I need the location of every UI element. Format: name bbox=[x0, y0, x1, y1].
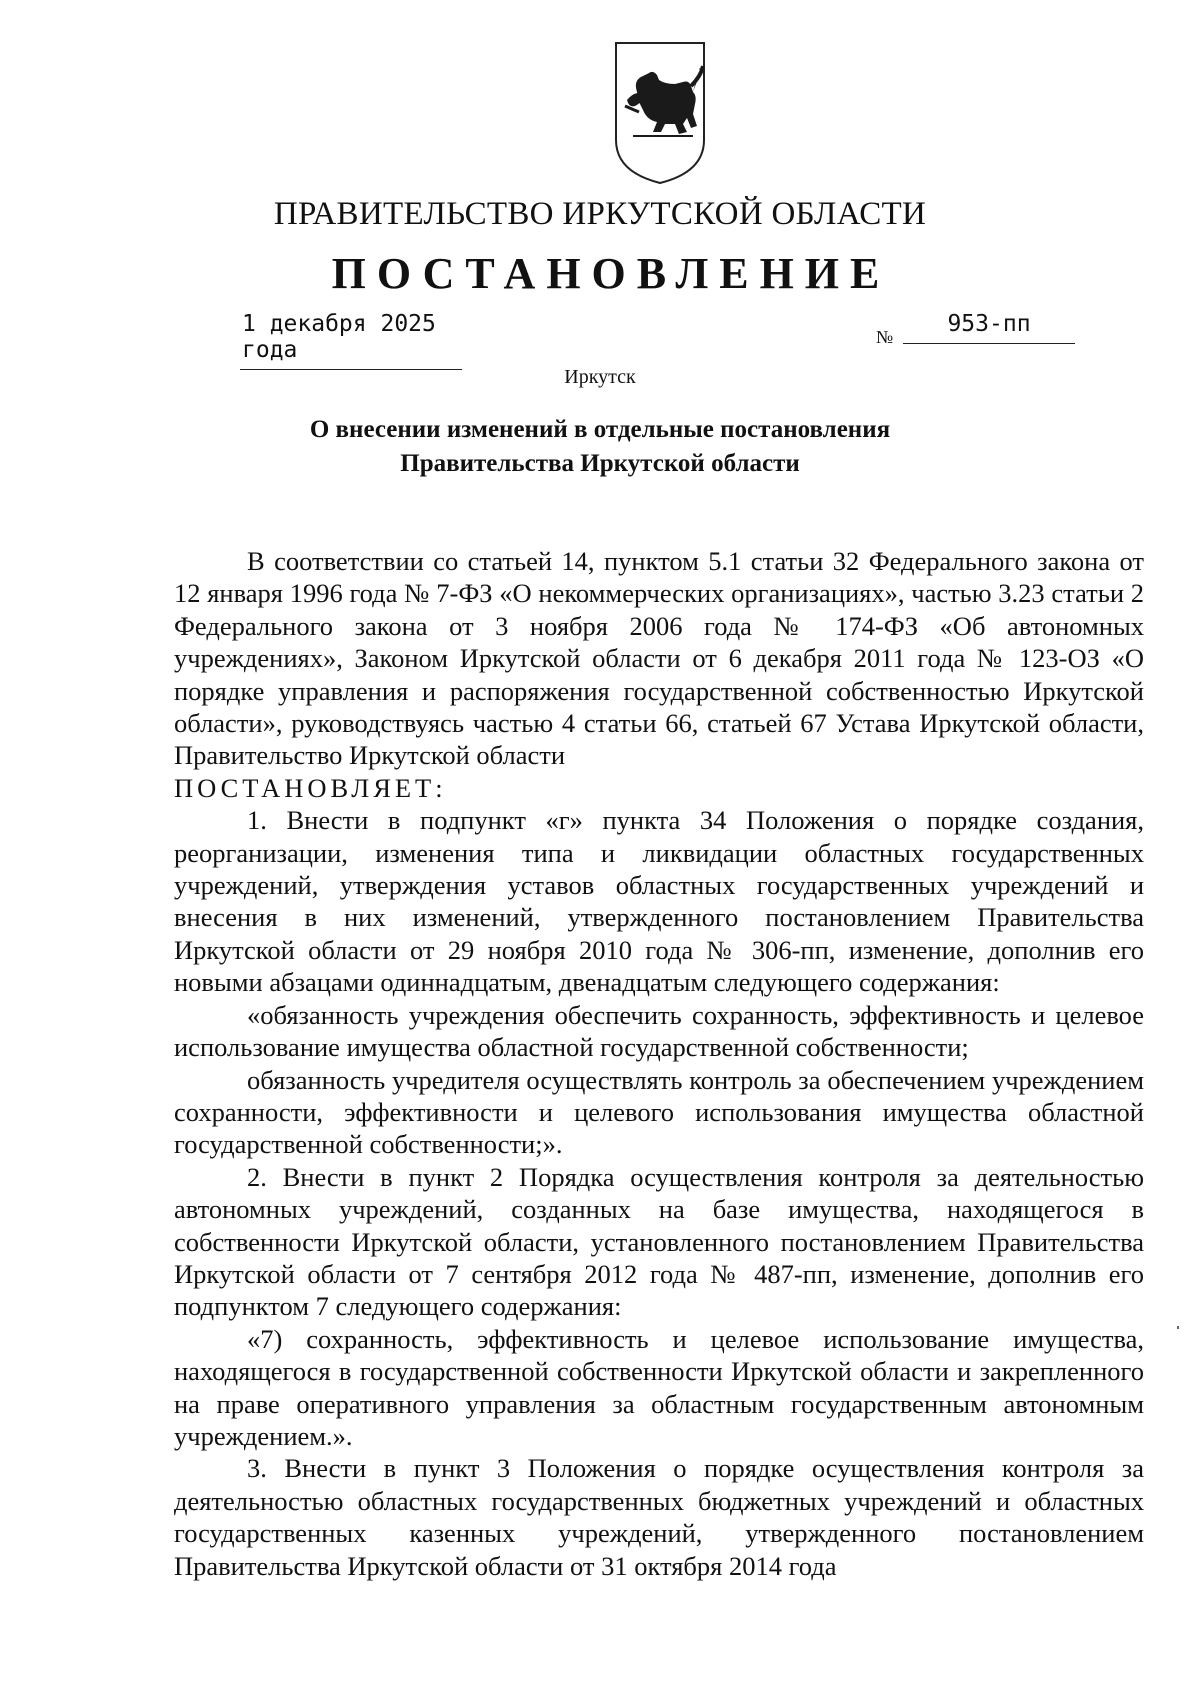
subject-line-2: Правительства Иркутской области bbox=[400, 450, 800, 477]
document-body bbox=[174, 545, 1144, 1582]
preamble-paragraph: В соответствии со статьей 14, пунктом 5.1 статьи 32 Федерального закона от 12 января 1996 года № 7-ФЗ «О некоммерческих организациях», частью 3.23 статьи 2 Федерального закона от 3 ноября 2006 года № 174-ФЗ «Об автономных учреждениях», Законом Иркутской области от 6 декабря 2011 года № 123-ОЗ «О порядке управления и распоряжения государственной собственностью Иркутской области», руководствуясь частью 4 статьи 66, статьей 67 Устава Иркутской области, Правительство Иркутской области bbox=[174, 546, 1144, 771]
item-1-paragraph: 1. Внести в подпункт «г» пункта 34 Положения о порядке создания, реорганизации, изменения типа и ликвидации областных государственных учреждений, утверждения уставов областных государственных учреждений и внесения в них изменений, утвержденного постановлением Правительства Иркутской области от 29 ноября 2010 года № 306-пп, изменение, дополнив его новыми абзацами одиннадцатым, двенадцатым следующего содержания: bbox=[174, 805, 1144, 998]
scan-speck bbox=[1177, 1326, 1179, 1329]
document-subject bbox=[220, 413, 980, 481]
number-sign: № bbox=[876, 327, 894, 347]
document-type-heading: ПОСТАНОВЛЕНИЕ bbox=[331, 249, 891, 298]
irkutsk-coat-of-arms-icon bbox=[613, 40, 707, 186]
city-label: Иркутск bbox=[564, 366, 636, 388]
item-1-quote-1: «обязанность учреждения обеспечить сохранность, эффективность и целевое использование имущества областной государственной собственности; bbox=[174, 999, 1144, 1063]
document-date: 1 декабря 2025 года bbox=[240, 311, 462, 370]
item-2-paragraph: 2. Внести в пункт 2 Порядка осуществления контроля за деятельностью автономных учреждений, созданных на базе имущества, находящегося в собственности Иркутской области, установленного постановлением Правительства Иркутской области от 7 сентября 2012 года № 487-пп, изменение, дополнив его подпунктом 7 следующего содержания: bbox=[174, 1161, 1144, 1322]
document-number: 953-пп bbox=[903, 311, 1075, 344]
government-title: ПРАВИТЕЛЬСТВО ИРКУТСКОЙ ОБЛАСТИ bbox=[273, 196, 927, 232]
subject-line-1: О внесении изменений в отдельные постановления bbox=[309, 416, 891, 443]
item-2-quote: «7) сохранность, эффективность и целевое использование имущества, находящегося в государственной собственности Иркутской области и закрепленного на праве оперативного управления за областным государственным автономным учреждением.». bbox=[174, 1323, 1144, 1451]
item-1-quote-2: обязанность учредителя осуществлять контроль за обеспечением учреждением сохранности, эффективности и целевого использования имущества областной государственной собственности;». bbox=[174, 1064, 1144, 1160]
item-3-paragraph: 3. Внести в пункт 3 Положения о порядке осуществления контроля за деятельностью областных государственных бюджетных учреждений и областных государственных казенных учреждений, утвержденного постановлением Правительства Иркутской области от 31 октября 2014 года bbox=[174, 1453, 1144, 1581]
decree-word: ПОСТАНОВЛЯЕТ: bbox=[174, 772, 447, 803]
